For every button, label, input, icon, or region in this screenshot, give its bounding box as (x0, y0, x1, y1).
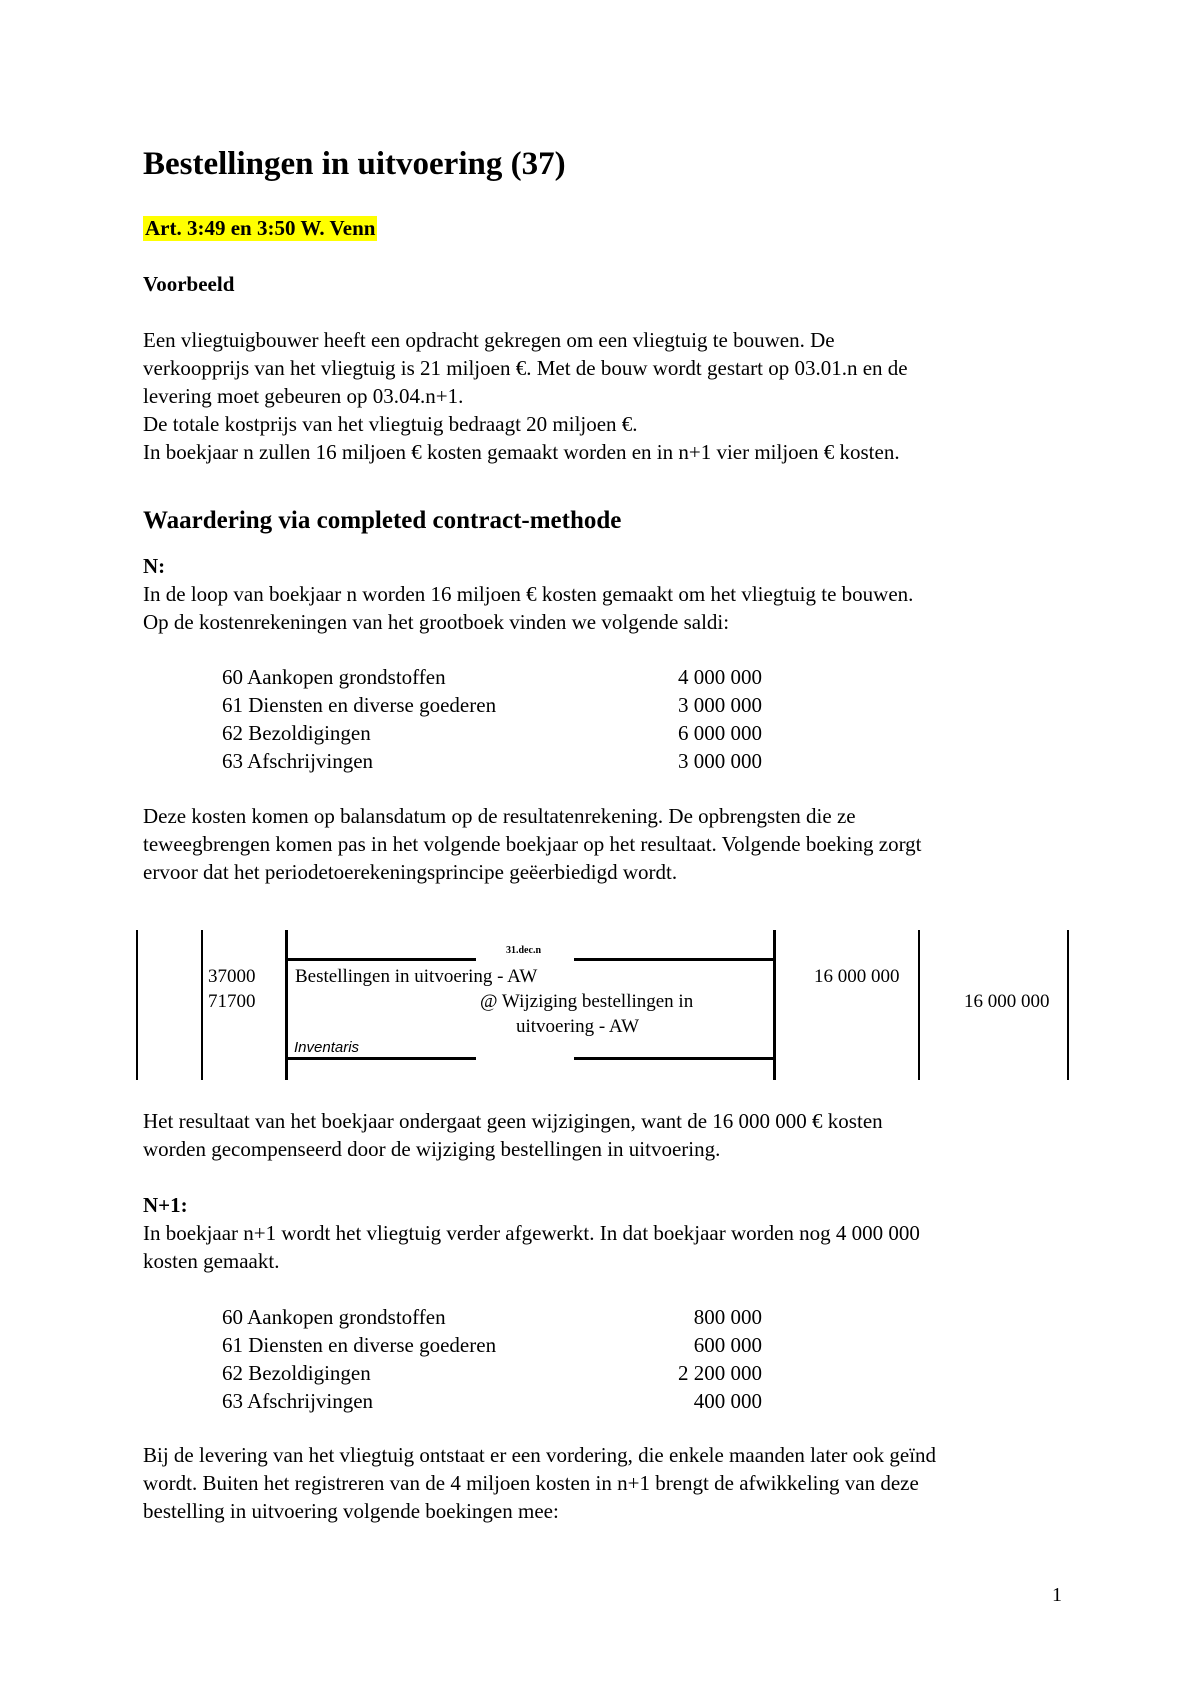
cost-amount: 2 200 000 (678, 1361, 762, 1385)
journal-note: Inventaris (294, 1039, 360, 1056)
section-heading: Waardering via completed contract-methode (143, 507, 622, 534)
intro-paragraph (143, 326, 1083, 466)
cost-row (222, 747, 762, 775)
example-heading: Voorbeeld (143, 272, 235, 296)
cost-row (222, 1359, 762, 1387)
year-n1-label: N+1: (143, 1193, 188, 1217)
year-n1-paragraph (143, 1191, 1083, 1275)
journal-date: 31.dec.n (506, 945, 541, 956)
cost-row (222, 1303, 762, 1331)
cost-row (222, 1331, 762, 1359)
debit-amount: 16 000 000 (814, 966, 900, 987)
text-line: teweegbrengen komen pas in het volgende boekjaar op het resultaat. Volgende boeking zorgt (143, 832, 922, 856)
cost-account: 62 Bezoldigingen (222, 1361, 371, 1385)
journal-bottom-rule (286, 1057, 476, 1060)
year-n-paragraph (143, 552, 1083, 636)
text-line: De totale kostprijs van het vliegtuig bedraagt 20 miljoen €. (143, 412, 638, 436)
credit-account-number: 71700 (208, 991, 256, 1012)
year-n-cost-list (222, 663, 762, 775)
credit-account-label: @ Wijziging bestellingen in (480, 991, 694, 1012)
cost-amount: 800 000 (693, 1305, 762, 1329)
year-n-explanation (143, 802, 1083, 886)
text-line: Deze kosten komen op balansdatum op de resultatenrekening. De opbrengsten die ze (143, 804, 856, 828)
year-n-label: N: (143, 554, 166, 578)
cost-account: 60 Aankopen grondstoffen (222, 665, 446, 689)
text-line: wordt. Buiten het registreren van de 4 miljoen kosten in n+1 brengt de afwikkeling van deze (143, 1471, 919, 1495)
debit-account-number: 37000 (208, 966, 256, 987)
credit-amount: 16 000 000 (964, 991, 1050, 1012)
text-line: bestelling in uitvoering volgende boekingen mee: (143, 1499, 559, 1523)
text-line: In boekjaar n+1 wordt het vliegtuig verder afgewerkt. In dat boekjaar worden nog 4 000 000 (143, 1221, 920, 1245)
text-line: Een vliegtuigbouwer heeft een opdracht gekregen om een vliegtuig te bouwen. De (143, 328, 835, 352)
credit-account-label-cont: uitvoering - AW (516, 1016, 640, 1037)
result-paragraph (143, 1107, 1083, 1163)
text-line: Het resultaat van het boekjaar ondergaat geen wijzigingen, want de 16 000 000 € kosten (143, 1109, 883, 1133)
journal-top-rule (286, 958, 476, 961)
page-number: 1 (1052, 1584, 1062, 1606)
text-line: Bij de levering van het vliegtuig ontstaat er een vordering, die enkele maanden later ook geïnd (143, 1443, 937, 1467)
journal-border-right (1067, 930, 1069, 1080)
text-line: worden gecompenseerd door de wijziging bestellingen in uitvoering. (143, 1137, 721, 1161)
cost-account: 63 Afschrijvingen (222, 749, 374, 773)
article-reference: Art. 3:49 en 3:50 W. Venn (145, 216, 376, 240)
cost-row (222, 719, 762, 747)
journal-divider (201, 930, 203, 1080)
year-n1-cost-list (222, 1303, 762, 1415)
journal-top-rule (574, 958, 774, 961)
cost-amount: 3 000 000 (678, 693, 762, 717)
cost-account: 61 Diensten en diverse goederen (222, 1333, 497, 1357)
debit-account-label: Bestellingen in uitvoering - AW (295, 966, 538, 987)
text-line: ervoor dat het periodetoerekeningsprincipe geëerbiedigd wordt. (143, 860, 678, 884)
journal-entry (0, 930, 1200, 1080)
year-n1-explanation (143, 1441, 1083, 1525)
text-line: Op de kostenrekeningen van het grootboek vinden we volgende saldi: (143, 610, 730, 634)
journal-border-left (136, 930, 138, 1080)
journal-bottom-rule (574, 1057, 774, 1060)
page-title: Bestellingen in uitvoering (37) (143, 146, 566, 182)
cost-amount: 3 000 000 (678, 749, 762, 773)
cost-row (222, 691, 762, 719)
cost-account: 61 Diensten en diverse goederen (222, 693, 497, 717)
cost-amount: 600 000 (693, 1333, 762, 1357)
cost-account: 63 Afschrijvingen (222, 1389, 374, 1413)
text-line: In de loop van boekjaar n worden 16 miljoen € kosten gemaakt om het vliegtuig te bouwen. (143, 582, 914, 606)
cost-amount: 4 000 000 (678, 665, 762, 689)
journal-divider (918, 930, 920, 1080)
text-line: levering moet gebeuren op 03.04.n+1. (143, 384, 464, 408)
cost-account: 62 Bezoldigingen (222, 721, 371, 745)
text-line: kosten gemaakt. (143, 1249, 280, 1273)
cost-amount: 400 000 (693, 1389, 762, 1413)
cost-row (222, 1387, 762, 1415)
cost-account: 60 Aankopen grondstoffen (222, 1305, 446, 1329)
cost-row (222, 663, 762, 691)
text-line: verkoopprijs van het vliegtuig is 21 miljoen €. Met de bouw wordt gestart op 03.01.n en de (143, 356, 908, 380)
text-line: In boekjaar n zullen 16 miljoen € kosten gemaakt worden en in n+1 vier miljoen € kosten. (143, 440, 900, 464)
cost-amount: 6 000 000 (678, 721, 762, 745)
